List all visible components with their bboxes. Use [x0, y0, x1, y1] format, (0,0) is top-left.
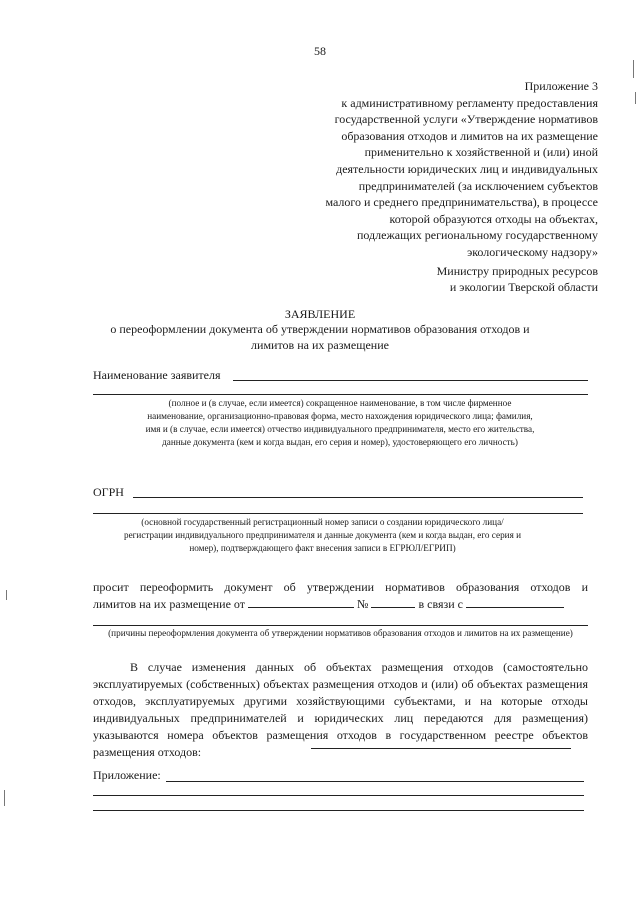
- applicant-name-field[interactable]: [233, 380, 588, 381]
- appendix-line: подлежащих региональному государственному: [356, 228, 598, 243]
- attachment-field-line2[interactable]: [93, 795, 584, 796]
- request-line2: [93, 596, 588, 613]
- appendix-line: экологическому надзору»: [467, 244, 598, 259]
- appendix-line: применительно к хозяйственной и (или) иной: [364, 145, 598, 160]
- attachment-label: Приложение:: [93, 768, 161, 782]
- reason-field[interactable]: [466, 597, 564, 608]
- addressee-line: и экологии Тверской области: [449, 280, 598, 294]
- addressee: [338, 263, 598, 295]
- appendix-line: деятельности юридических лиц и индивидуальных: [336, 161, 598, 176]
- attachment-field-line3[interactable]: [93, 810, 584, 811]
- scan-edge-mark: [635, 92, 636, 104]
- ogrn-note: (основной государственный регистрационный номер записи о создании юридического лица/регистрации индивидуального предпринимателя и данные документа (кем и когда выдан, его серия и номер), подтверждающего факт внесения записи в ЕГРЮЛ/ЕГРИП): [123, 517, 522, 553]
- objects-paragraph: [93, 659, 588, 761]
- appendix-line: государственной услуги «Утверждение нормативов: [334, 112, 598, 127]
- scan-edge-mark: [4, 790, 5, 806]
- appendix-line: к административному регламенту предоставления: [341, 95, 598, 110]
- appendix-line: Приложение 3: [524, 79, 598, 93]
- reason-field-line2[interactable]: [93, 625, 588, 626]
- addressee-line: Министру природных ресурсов: [436, 264, 598, 278]
- reason-prefix: в связи с: [418, 597, 463, 611]
- applicant-note: (полное и (в случае, если имеется) сокращенное наименование, в том числе фирменное наименование, организационно-правовая форма, место нахождения юридического лица; фамилия, имя и (в случае, если имеется) отчество индивидуального предпринимателя, место его жительства, данные документа (кем и когда выдан, его серия и номер), удостоверяющего его личность): [145, 398, 535, 447]
- appendix-line: предпринимателей (за исключением субъектов: [358, 178, 598, 193]
- appendix-line: образования отходов и лимитов на их размещение: [341, 128, 598, 143]
- scan-edge-mark: [6, 590, 7, 600]
- appendix-line: малого и среднего предпринимательства), в процессе: [325, 195, 598, 210]
- scan-edge-mark: [633, 60, 634, 78]
- ogrn-field-line2[interactable]: [93, 513, 583, 514]
- request-text-line1: просит переоформить документ об утверждении нормативов образования отходов и: [93, 580, 588, 594]
- attachment-field[interactable]: [166, 781, 584, 782]
- page-number: 58: [314, 44, 326, 58]
- reason-note: (причины переоформления документа об утверждении нормативов образования отходов и лимитов на их размещение): [108, 628, 573, 638]
- applicant-name-field-line2[interactable]: [93, 394, 588, 395]
- appendix-header: [278, 78, 598, 261]
- document-subtitle: о переоформлении документа об утверждении нормативов образования отходов и лимитов на их размещение: [110, 322, 530, 352]
- document-title: ЗАЯВЛЕНИЕ: [284, 307, 356, 321]
- ogrn-label: ОГРН: [93, 485, 124, 499]
- appendix-line: которой образуются отходы на объектах,: [389, 211, 598, 226]
- number-sign: №: [357, 597, 369, 611]
- registry-numbers-field[interactable]: [311, 748, 571, 749]
- ogrn-field[interactable]: [133, 497, 583, 498]
- objects-paragraph-text: В случае изменения данных об объектах размещения отходов (самостоятельно эксплуатируемых (собственных) объектах размещения отходов и (или) об объектах размещения отходов, эксплуатируемых другими хозяйствующими субъектами, и на которые отходы индивидуальных предпринимателей и юридических лиц передаются для размещения) указываются номера объектов размещения отходов в государственном реестре объектов размещения отходов:: [93, 660, 588, 759]
- applicant-label: Наименование заявителя: [93, 368, 221, 382]
- request-text-prefix: лимитов на их размещение от: [93, 597, 245, 611]
- document-number-field[interactable]: [371, 597, 415, 608]
- document-date-field[interactable]: [248, 597, 354, 608]
